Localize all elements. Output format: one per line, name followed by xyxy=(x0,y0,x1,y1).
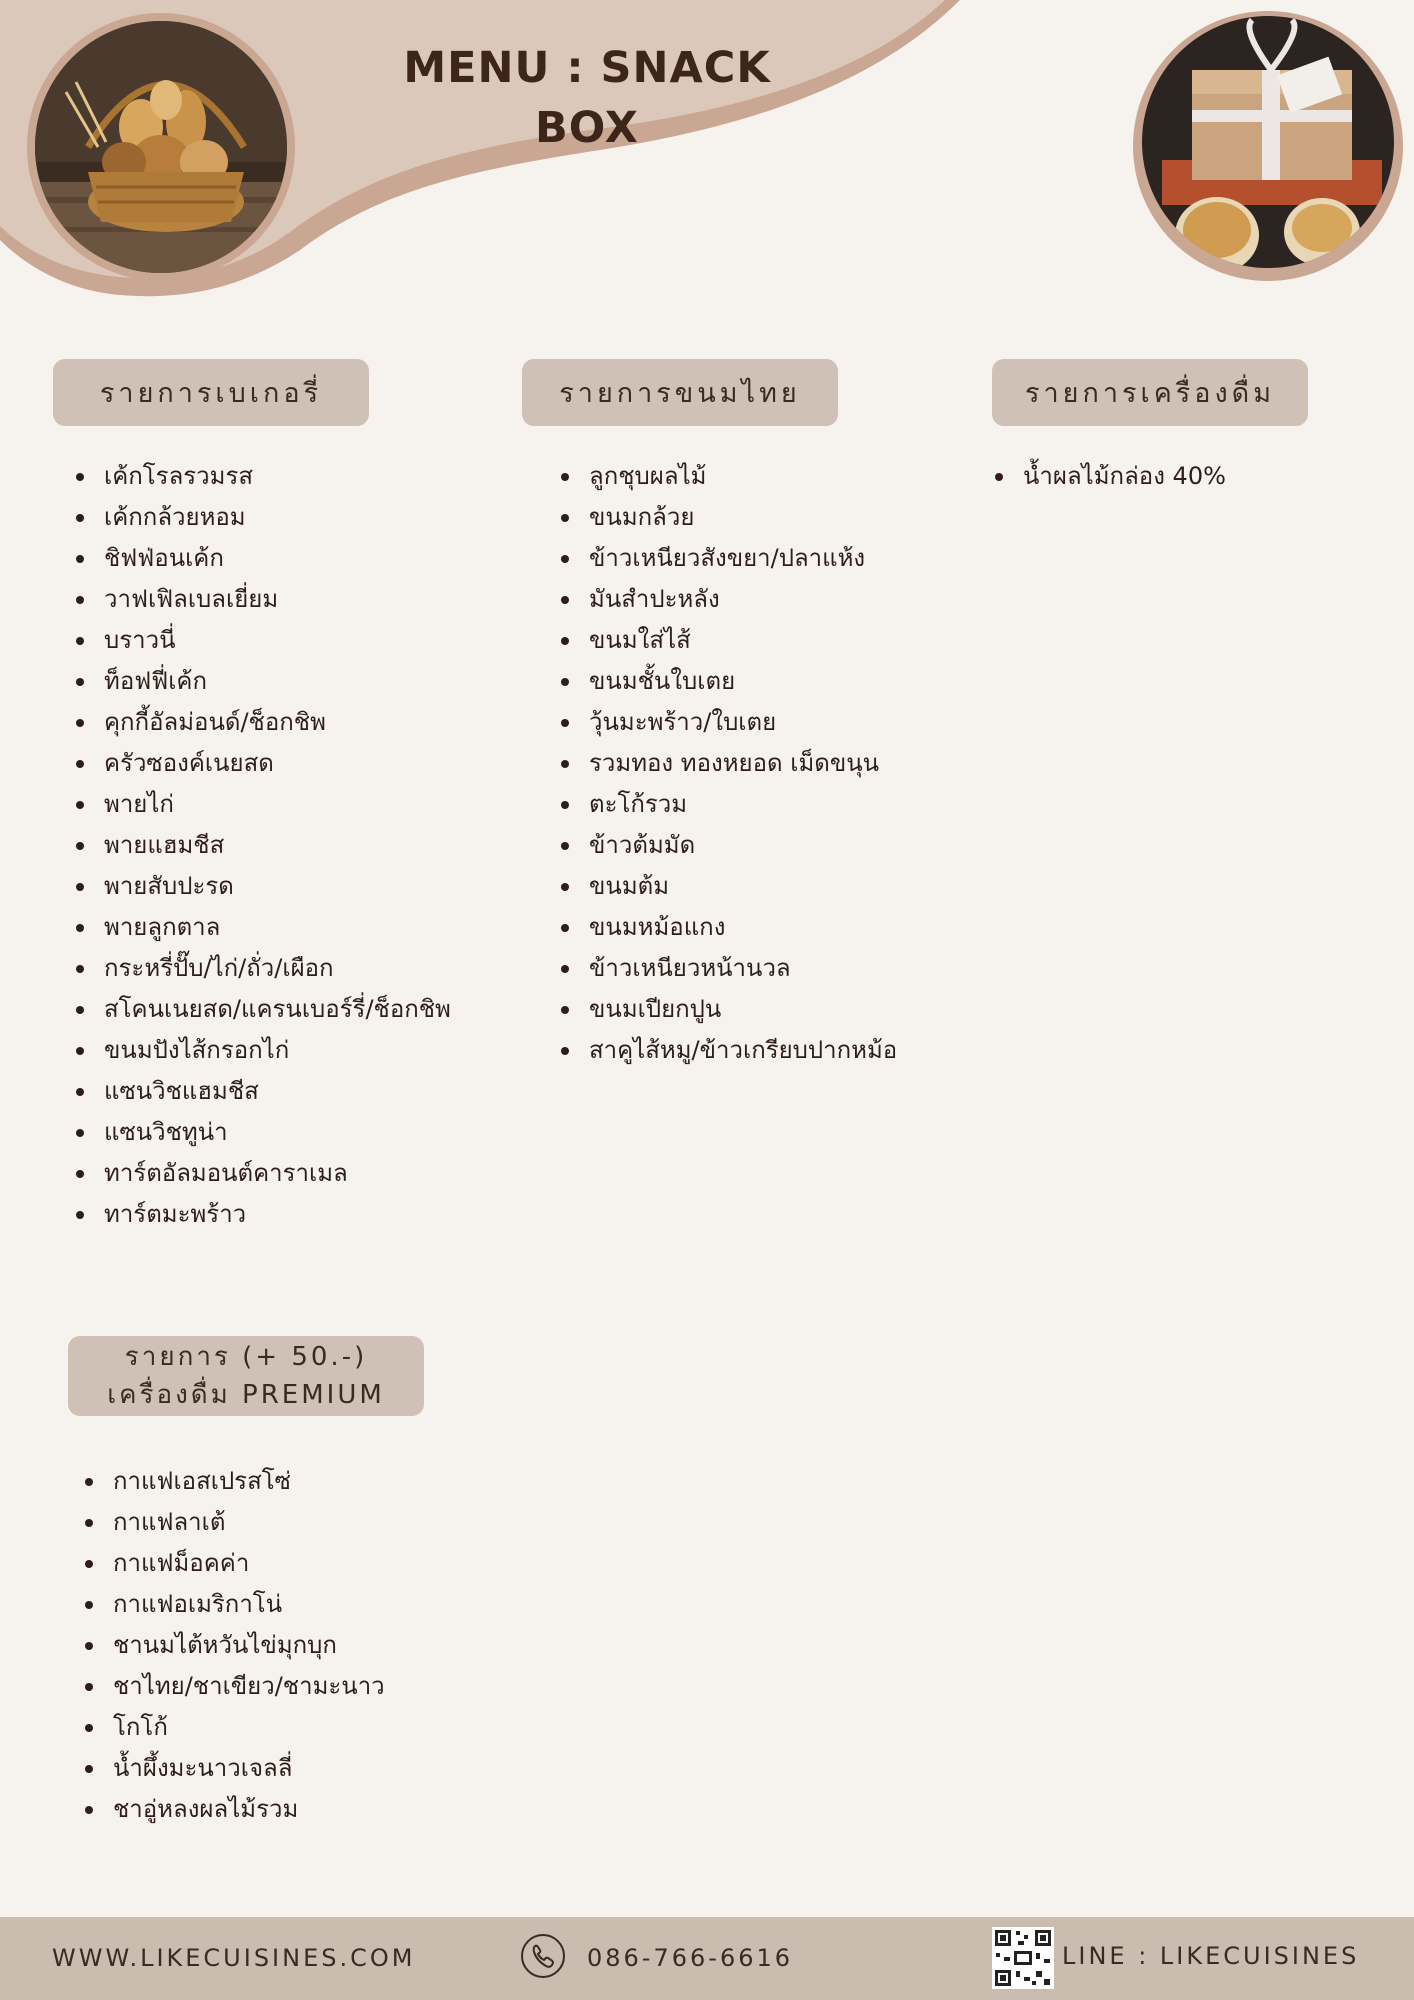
list-item: ลูกชุบผลไม้ xyxy=(589,456,897,497)
list-item: น้ำผลไม้กล่อง 40% xyxy=(1023,456,1226,497)
thai-dessert-heading: รายการขนมไทย xyxy=(522,359,838,426)
list-item: เค้กโรลรวมรส xyxy=(104,456,451,497)
phone-number[interactable]: 086-766-6616 xyxy=(587,1944,794,1972)
list-item: ท็อฟฟี่เค้ก xyxy=(104,661,451,702)
line-id[interactable]: LINE : LIKECUISINES xyxy=(1062,1942,1360,1970)
list-item: ขนมปังไส้กรอกไก่ xyxy=(104,1030,451,1071)
list-item: ขนมเปียกปูน xyxy=(589,989,897,1030)
list-item: กาแฟอเมริกาโน่ xyxy=(113,1584,385,1625)
list-item: บราวนี่ xyxy=(104,620,451,661)
list-item: น้ำผึ้งมะนาวเจลลี่ xyxy=(113,1748,385,1789)
list-item: ขนมต้ม xyxy=(589,866,897,907)
drinks-heading: รายการเครื่องดื่ม xyxy=(992,359,1308,426)
qr-code-icon xyxy=(992,1927,1054,1989)
premium-heading-line2: เครื่องดื่ม PREMIUM xyxy=(107,1380,385,1410)
list-item: วาฟเฟิลเบลเยี่ยม xyxy=(104,579,451,620)
list-item: ข้าวต้มมัด xyxy=(589,825,897,866)
list-item: ข้าวเหนียวหน้านวล xyxy=(589,948,897,989)
phone-icon xyxy=(520,1933,566,1979)
list-item: สโคนเนยสด/แครนเบอร์รี่/ช็อกชิพ xyxy=(104,989,451,1030)
list-item: ชาอู่หลงผลไม้รวม xyxy=(113,1789,385,1830)
gift-box-photo xyxy=(1132,10,1404,282)
list-item: พายสับปะรด xyxy=(104,866,451,907)
list-item: กาแฟลาเต้ xyxy=(113,1502,385,1543)
list-item: แซนวิชทูน่า xyxy=(104,1112,451,1153)
list-item: วุ้นมะพร้าว/ใบเตย xyxy=(589,702,897,743)
list-item: ขนมชั้นใบเตย xyxy=(589,661,897,702)
list-item: ครัวซองค์เนยสด xyxy=(104,743,451,784)
list-item: กาแฟเอสเปรสโซ่ xyxy=(113,1461,385,1502)
list-item: กาแฟม็อคค่า xyxy=(113,1543,385,1584)
website-link[interactable]: WWW.LIKECUISINES.COM xyxy=(52,1944,416,1972)
list-item: ตะโก้รวม xyxy=(589,784,897,825)
list-item: ชิฟฟ่อนเค้ก xyxy=(104,538,451,579)
drinks-list xyxy=(987,456,1226,497)
list-item: แซนวิชแฮมชีส xyxy=(104,1071,451,1112)
footer-bar xyxy=(0,1917,1414,2000)
list-item: ขนมใส่ไส้ xyxy=(589,620,897,661)
list-item: พายไก่ xyxy=(104,784,451,825)
premium-drinks-list xyxy=(77,1461,385,1830)
list-item: ขนมหม้อแกง xyxy=(589,907,897,948)
bread-basket-photo xyxy=(26,12,296,282)
list-item: ทาร์ตมะพร้าว xyxy=(104,1194,451,1235)
list-item: กระหรี่ปั๊บ/ไก่/ถั่ว/เผือก xyxy=(104,948,451,989)
page-title: MENU : SNACK BOX xyxy=(403,43,771,153)
list-item: โกโก้ xyxy=(113,1707,385,1748)
premium-drinks-heading xyxy=(68,1336,424,1416)
premium-heading-line1: รายการ (+ 50.-) xyxy=(124,1342,368,1372)
list-item: ข้าวเหนียวสังขยา/ปลาแห้ง xyxy=(589,538,897,579)
list-item: เค้กกล้วยหอม xyxy=(104,497,451,538)
list-item: มันสำปะหลัง xyxy=(589,579,897,620)
list-item: คุกกี้อัลม่อนด์/ช็อกชิพ xyxy=(104,702,451,743)
bakery-list xyxy=(68,456,451,1235)
list-item: ชาไทย/ชาเขียว/ชามะนาว xyxy=(113,1666,385,1707)
list-item: ชานมไต้หวันไข่มุกบุก xyxy=(113,1625,385,1666)
list-item: ขนมกล้วย xyxy=(589,497,897,538)
list-item: พายลูกตาล xyxy=(104,907,451,948)
list-item: พายแฮมชีส xyxy=(104,825,451,866)
list-item: ทาร์ตอัลมอนต์คาราเมล xyxy=(104,1153,451,1194)
list-item: สาคูไส้หมู/ข้าวเกรียบปากหม้อ xyxy=(589,1030,897,1071)
bakery-heading: รายการเบเกอรี่ xyxy=(53,359,369,426)
list-item: รวมทอง ทองหยอด เม็ดขนุน xyxy=(589,743,897,784)
thai-dessert-list xyxy=(553,456,897,1071)
